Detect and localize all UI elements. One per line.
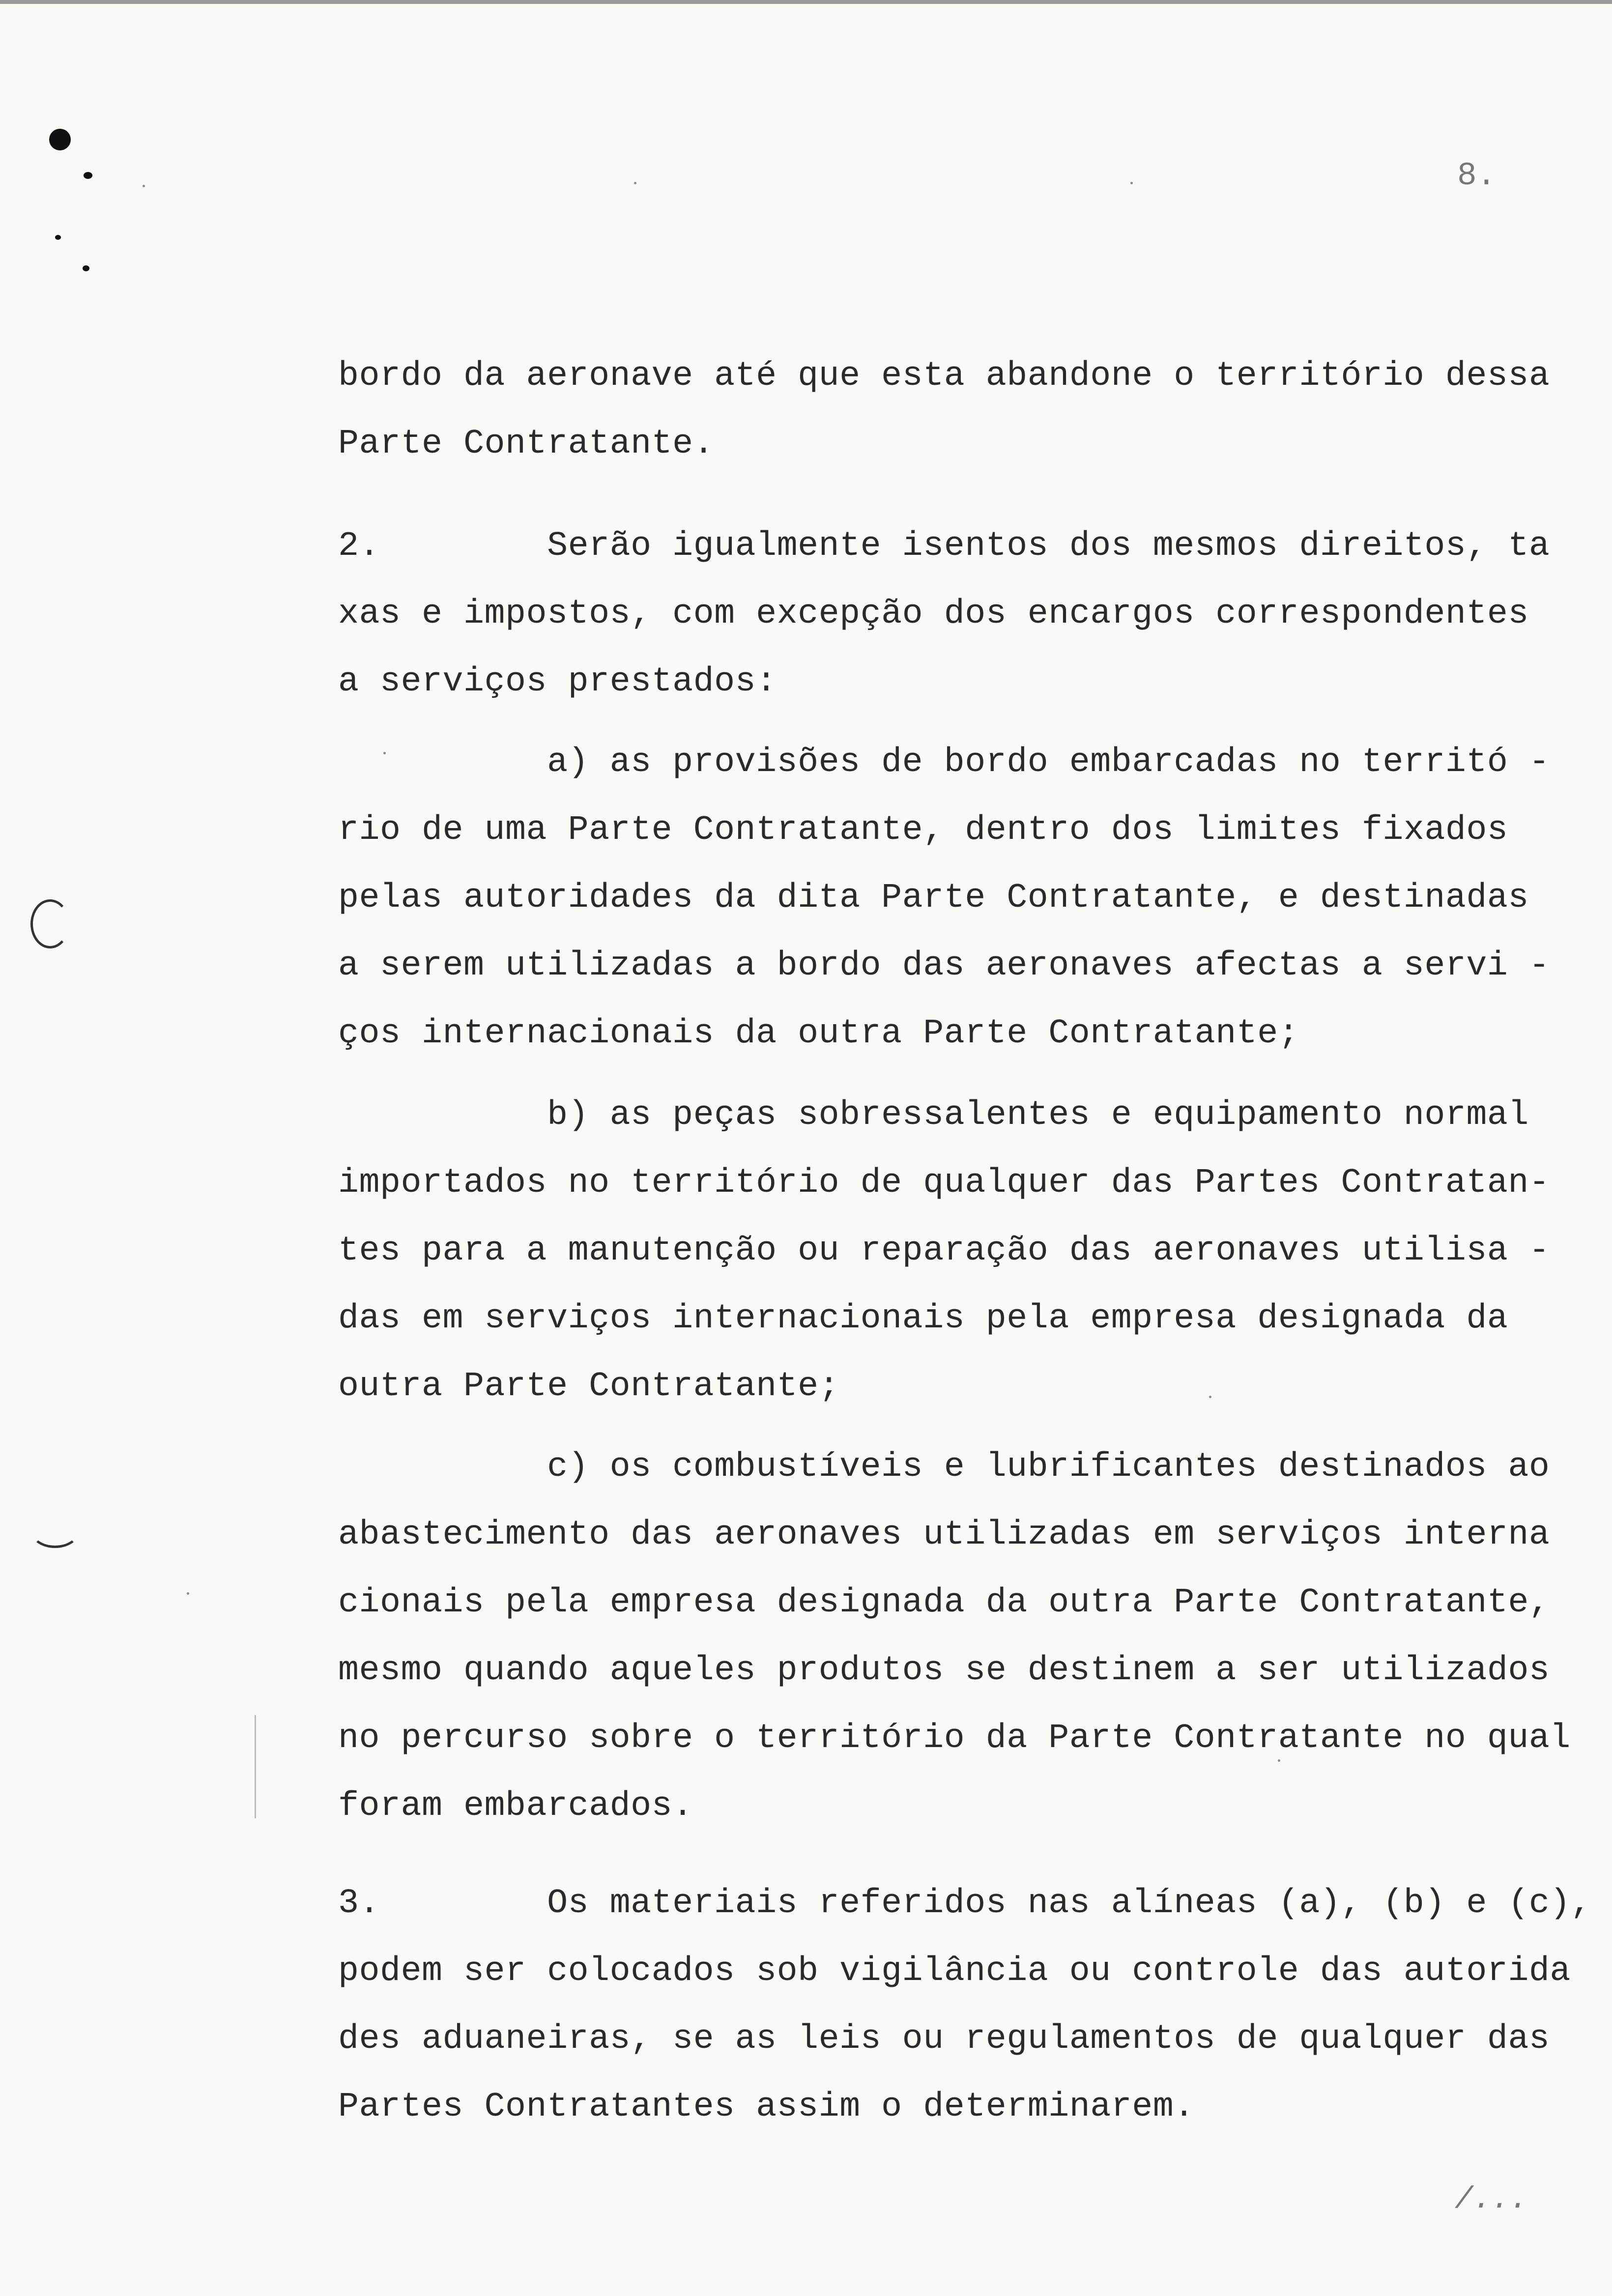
- text-line: 2. Serão igualmente isentos dos mesmos direitos, ta: [338, 527, 1550, 566]
- text-line: a) as provisões de bordo embarcadas no territó -: [338, 743, 1550, 782]
- text-line: xas e impostos, com excepção dos encargos correspondentes: [338, 595, 1529, 633]
- text-line: b) as peças sobressalentes e equipamento normal: [338, 1096, 1529, 1135]
- text-line: rio de uma Parte Contratante, dentro dos limites fixados: [338, 811, 1508, 850]
- text-line: cionais pela empresa designada da outra Parte Contratante,: [338, 1583, 1550, 1622]
- margin-dot: [55, 235, 61, 240]
- text-line: mesmo quando aqueles produtos se destinem a ser utilizados: [338, 1651, 1550, 1690]
- margin-rule: [255, 1715, 256, 1818]
- text-line: c) os combustíveis e lubrificantes destinados ao: [338, 1448, 1550, 1487]
- text-line: importados no território de qualquer das Partes Contratan-: [338, 1164, 1550, 1203]
- text-line: abastecimento das aeronaves utilizadas em serviços interna: [338, 1516, 1550, 1554]
- continuation-mark: /...: [1455, 2182, 1528, 2217]
- margin-arc-mark: [30, 899, 70, 948]
- margin-dot: [83, 265, 89, 271]
- speck: [1130, 182, 1133, 184]
- text-line: des aduaneiras, se as leis ou regulamentos de qualquer das: [338, 2020, 1550, 2059]
- text-line: ços internacionais da outra Parte Contratante;: [338, 1014, 1299, 1053]
- speck: [143, 185, 145, 187]
- text-line: foram embarcados.: [338, 1787, 693, 1826]
- text-line: a serviços prestados:: [338, 662, 777, 701]
- text-line: 3. Os materiais referidos nas alíneas (a), (b) e (c),: [338, 1884, 1592, 1923]
- text-line: bordo da aeronave até que esta abandone o território dessa: [338, 357, 1550, 396]
- page-number: 8.: [1457, 157, 1497, 194]
- text-line: tes para a manutenção ou reparação das aeronaves utilisa -: [338, 1232, 1550, 1270]
- scan-top-edge: [0, 0, 1612, 4]
- speck: [1278, 1759, 1280, 1762]
- text-line: a serem utilizadas a bordo das aeronaves afectas a servi -: [338, 947, 1550, 985]
- text-line: Partes Contratantes assim o determinarem.: [338, 2088, 1195, 2126]
- text-line: no percurso sobre o território da Parte Contratante no qual: [338, 1719, 1571, 1758]
- speck: [187, 1592, 189, 1595]
- margin-arc-mark: [30, 1514, 80, 1548]
- margin-dot: [84, 172, 92, 179]
- punch-hole-mark: [49, 129, 71, 150]
- text-line: outra Parte Contratante;: [338, 1367, 840, 1406]
- text-line: podem ser colocados sob vigilância ou controle das autorida: [338, 1952, 1571, 1991]
- text-line: das em serviços internacionais pela empresa designada da: [338, 1299, 1508, 1338]
- speck: [1209, 1396, 1211, 1398]
- speck: [634, 182, 636, 184]
- text-line: pelas autoridades da dita Parte Contratante, e destinadas: [338, 879, 1529, 918]
- text-line: Parte Contratante.: [338, 425, 715, 463]
